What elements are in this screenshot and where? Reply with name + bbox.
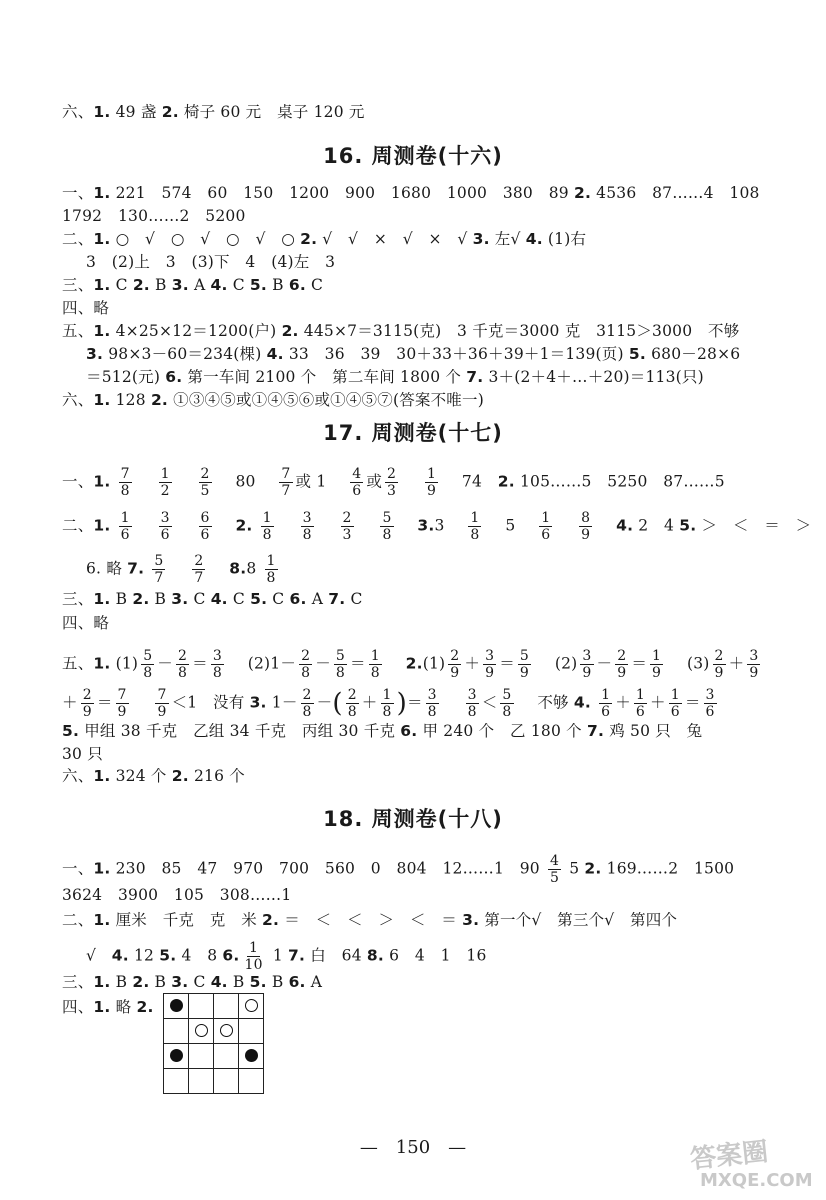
stone-grid xyxy=(163,993,264,1094)
fraction: $\frac{3}{9}$ xyxy=(485,648,495,681)
answer-line: 三、1. B 2. B 3. C 4. B 5. B 6. A xyxy=(62,973,323,991)
answer-line: 一、1. $\frac{7}{8}$ $\frac{1}{2}$ $\frac{2}{5}$ 80 $\frac{7}{7}$ 或 1 $\frac{4}{6}$ 或 $\frac{2}{3}$ $\frac{1}{9}$ 74 2. 105……5 5250 87……5 xyxy=(62,466,725,499)
answer-line: 1792 130……2 5200 xyxy=(62,207,246,225)
answer-line: 5. 甲组 38 千克 乙组 34 千克 丙组 30 千克 6. 甲 240 个 乙 180 个 7. 鸡 50 只 兔 xyxy=(62,722,703,740)
answer-line: 二、1. 厘米 千克 克 米 2. ＝ ＜ ＜ ＞ ＜ ＝ 3. 第一个√ 第三个√ 第四个 xyxy=(62,911,678,929)
answer-line: 四、略 xyxy=(62,299,110,317)
fraction: $\frac{3}{6}$ xyxy=(160,510,170,543)
answer-line: 六、1. 49 盏 2. 椅子 60 元 桌子 120 元 xyxy=(62,103,365,121)
fraction: $\frac{2}{9}$ xyxy=(617,648,627,681)
watermark-logo: 答案圈 xyxy=(688,1136,770,1175)
fraction: $\frac{7}{9}$ xyxy=(117,687,127,720)
fraction: $\frac{2}{8}$ xyxy=(178,648,188,681)
fraction: $\frac{7}{9}$ xyxy=(157,687,167,720)
fraction: $\frac{1}{6}$ xyxy=(670,687,680,720)
fraction: $\frac{1}{8}$ xyxy=(470,510,480,543)
watermark-url: MXQE.COM xyxy=(700,1170,813,1191)
fraction: $\frac{3}{8}$ xyxy=(467,687,477,720)
fraction: $\frac{2}{9}$ xyxy=(82,687,92,720)
fraction: $\frac{2}{8}$ xyxy=(302,687,312,720)
answer-line: 六、1. 324 个 2. 216 个 xyxy=(62,767,245,785)
fraction: $\frac{5}{8}$ xyxy=(143,648,153,681)
white-stone-icon xyxy=(195,1024,208,1037)
fraction: $\frac{1}{8}$ xyxy=(382,687,392,720)
answer-line: 3. 98×3－60＝234(棵) 4. 33 36 39 30＋33＋36＋39＋1＝139(页) 5. 680－28×6 xyxy=(86,345,741,363)
answer-line: 三、1. C 2. B 3. A 4. C 5. B 6. C xyxy=(62,276,324,294)
black-stone-icon xyxy=(170,1049,183,1062)
fraction: $\frac{2}{8}$ xyxy=(301,648,311,681)
fraction: $\frac{6}{6}$ xyxy=(200,510,210,543)
answer-line: 五、1. (1) $\frac{5}{8}$ － $\frac{2}{8}$ ＝ $\frac{3}{8}$ (2)1－ $\frac{2}{8}$ － $\frac{5}{8}$ ＝ $\frac{1}{8}$ 2.(1) $\frac{2}{9}$ ＋ $\frac{3}{9}$ ＝ $\frac{5}{9}$ (2) $\frac{3}{9}$ － $\frac{2}{9}$ ＝ $\frac{1}{9}$ (3) $\frac{2}{9}$ ＋ $\frac{3}{9}$ xyxy=(62,648,759,681)
fraction: $\frac{1}{9}$ xyxy=(652,648,662,681)
black-stone-icon xyxy=(170,999,183,1012)
fraction: $\frac{2}{8}$ xyxy=(347,687,357,720)
answer-line: 四、略 xyxy=(62,614,110,632)
fraction: $\frac{5}{8}$ xyxy=(335,648,345,681)
fraction: $\frac{1}{2}$ xyxy=(160,466,170,499)
answer-line: ＋ $\frac{2}{9}$ ＝ $\frac{7}{9}$ $\frac{7}{9}$ ＜1 没有 3. 1－ $\frac{2}{8}$ －( $\frac{2}{8}$ ＋ $\frac{1}{8}$ )＝ $\frac{3}{8}$ $\frac{3}{8}$ ＜ $\frac{5}{8}$ 不够 4. $\frac{1}{6}$ ＋ $\frac{1}{6}$ ＋ $\frac{1}{6}$ ＝ $\frac{3}{6}$ xyxy=(62,687,715,720)
fraction: $\frac{5}{8}$ xyxy=(382,510,392,543)
fraction: $\frac{3}{6}$ xyxy=(705,687,715,720)
answer-line: 3624 3900 105 308……1 xyxy=(62,886,292,904)
fraction: $\frac{1}{6}$ xyxy=(120,510,130,543)
fraction: $\frac{1}{9}$ xyxy=(426,466,437,499)
fraction: $\frac{3}{8}$ xyxy=(427,687,437,720)
fraction: $\frac{1}{8}$ xyxy=(266,553,276,586)
fraction: $\frac{7}{7}$ xyxy=(281,466,291,499)
section-title-18: 18. 周测卷(十八) xyxy=(323,807,503,831)
fraction: $\frac{5}{9}$ xyxy=(519,648,530,681)
answer-line: 二、1. ○ √ ○ √ ○ √ ○ 2. √ √ × √ × √ 3. 左√ 4. (1)右 xyxy=(62,230,587,248)
fraction: $\frac{8}{9}$ xyxy=(581,510,591,543)
fraction: $\frac{2}{3}$ xyxy=(387,466,397,499)
answer-line: 一、1. 221 574 60 150 1200 900 1680 1000 380 89 2. 4536 87……4 108 xyxy=(62,184,760,202)
answer-line: 3 (2)上 3 (3)下 4 (4)左 3 xyxy=(86,253,336,271)
fraction: $\frac{3}{9}$ xyxy=(749,648,759,681)
section-title-17: 17. 周测卷(十七) xyxy=(323,421,503,445)
fraction: $\frac{1}{8}$ xyxy=(262,510,272,543)
fraction: $\frac{1}{6}$ xyxy=(635,687,646,720)
fraction: $\frac{1}{6}$ xyxy=(541,510,551,543)
fraction: $\frac{5}{7}$ xyxy=(154,553,164,586)
answer-line: 四、1. 略 2. xyxy=(62,998,154,1016)
fraction: $\frac{4}{6}$ xyxy=(352,466,362,499)
fraction: $\frac{1}{10}$ xyxy=(244,940,263,973)
fraction: $\frac{5}{8}$ xyxy=(502,687,512,720)
answer-line: 六、1. 128 2. ①③④⑤或①④⑤⑥或①④⑤⑦(答案不唯一) xyxy=(62,391,484,409)
fraction: $\frac{2}{5}$ xyxy=(200,466,210,499)
black-stone-icon xyxy=(245,1049,258,1062)
fraction: $\frac{2}{9}$ xyxy=(714,648,724,681)
answer-line: 30 只 xyxy=(62,745,103,763)
fraction: $\frac{1}{6}$ xyxy=(601,687,611,720)
answer-line: 三、1. B 2. B 3. C 4. C 5. C 6. A 7. C xyxy=(62,590,363,608)
fraction: $\frac{2}{3}$ xyxy=(342,510,352,543)
answer-line: √ 4. 12 5. 4 8 6. $\frac{1}{10}$ 1 7. 白 64 8. 6 4 1 16 xyxy=(86,940,487,973)
white-stone-icon xyxy=(245,999,258,1012)
white-stone-icon xyxy=(220,1024,233,1037)
fraction: $\frac{3}{9}$ xyxy=(582,648,592,681)
answer-line: ＝512(元) 6. 第一车间 2100 个 第二车间 1800 个 7. 3＋(2＋4＋…＋20)＝113(只) xyxy=(86,368,704,386)
section-title-16: 16. 周测卷(十六) xyxy=(323,144,503,168)
fraction: $\frac{3}{8}$ xyxy=(302,510,312,543)
answer-line: 一、1. 230 85 47 970 700 560 0 804 12……1 90 $\frac{4}{5}$ 5 2. 169……2 1500 xyxy=(62,853,735,886)
answer-line: 6. 略 7. $\frac{5}{7}$ $\frac{2}{7}$ 8.8 $\frac{1}{8}$ xyxy=(86,553,276,586)
fraction: $\frac{1}{8}$ xyxy=(370,648,380,681)
fraction: $\frac{4}{5}$ xyxy=(549,853,560,886)
answer-line: 五、1. 4×25×12＝1200(户) 2. 445×7＝3115(克) 3 千克＝3000 克 3115＞3000 不够 xyxy=(62,322,740,340)
fraction: $\frac{2}{7}$ xyxy=(194,553,204,586)
answer-line: 二、1. $\frac{1}{6}$ $\frac{3}{6}$ $\frac{6}{6}$ 2. $\frac{1}{8}$ $\frac{3}{8}$ $\frac{2}{3}$ $\frac{5}{8}$ 3.3 $\frac{1}{8}$ 5 $\frac{1}{6}$ $\frac{8}{9}$ 4. 2 4 5. ＞ ＜ ＝ ＞ xyxy=(62,510,812,543)
fraction: $\frac{7}{8}$ xyxy=(120,466,130,499)
fraction: $\frac{3}{8}$ xyxy=(212,648,222,681)
page-number: — 150 — xyxy=(359,1137,467,1158)
fraction: $\frac{2}{9}$ xyxy=(450,648,460,681)
